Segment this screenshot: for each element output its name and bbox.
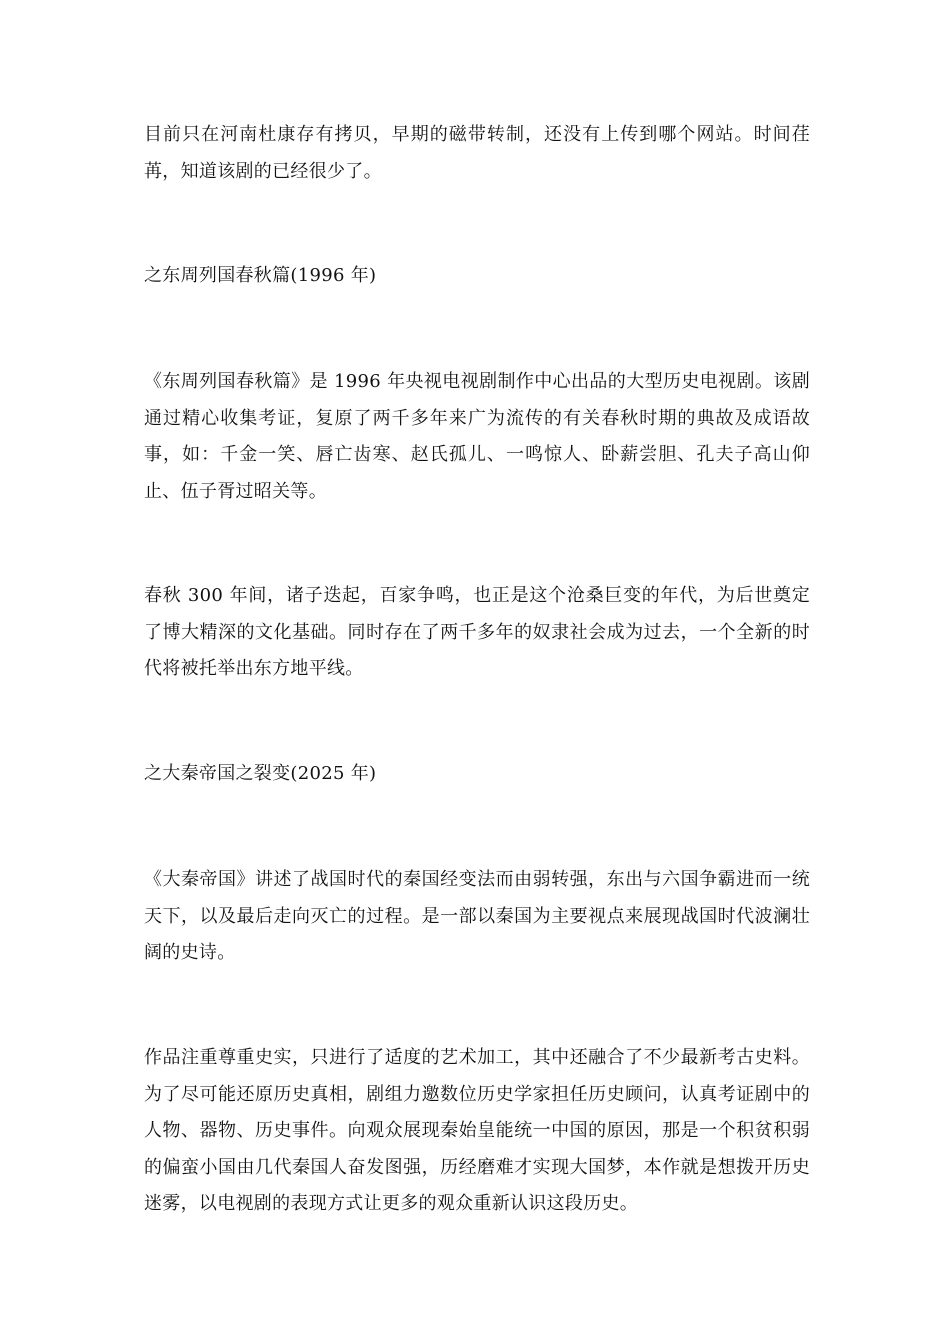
section-heading-dongzhou: 之东周列国春秋篇(1996 年) xyxy=(144,265,377,286)
section-heading-daqin: 之大秦帝国之裂变(2025 年) xyxy=(144,763,377,784)
paragraph-copy-availability: 目前只在河南杜康存有拷贝，早期的磁带转制，还没有上传到哪个网站。时间荏苒，知道该剧的已经很少了。 xyxy=(144,124,810,182)
paragraph-chunqiu-era: 春秋 300 年间，诸子迭起，百家争鸣，也正是这个沧桑巨变的年代，为后世奠定了博大精深的文化基础。同时存在了两千多年的奴隶社会成为过去，一个全新的时代将被托举出东方地平线。 xyxy=(144,585,810,679)
paragraph-daqin-history: 作品注重尊重史实，只进行了适度的艺术加工，其中还融合了不少最新考古史料。为了尽可能还原历史真相，剧组力邀数位历史学家担任历史顾问，认真考证剧中的人物、器物、历史事件。向观众展现秦始皇能统一中国的原因，那是一个积贫积弱的偏蛮小国由几代秦国人奋发图强，历经磨难才实现大国梦，本作就是想拨开历史迷雾，以电视剧的表现方式让更多的观众重新认识这段历史。 xyxy=(144,1047,810,1214)
paragraph-dongzhou-intro: 《东周列国春秋篇》是 1996 年央视电视剧制作中心出品的大型历史电视剧。该剧通过精心收集考证，复原了两千多年来广为流传的有关春秋时期的典故及成语故事，如：千金一笑、唇亡齿寒、赵氏孤儿、一鸣惊人、卧薪尝胆、孔夫子高山仰止、伍子胥过昭关等。 xyxy=(144,371,810,502)
paragraph-daqin-intro: 《大秦帝国》讲述了战国时代的秦国经变法而由弱转强，东出与六国争霸进而一统天下，以及最后走向灭亡的过程。是一部以秦国为主要视点来展现战国时代波澜壮阔的史诗。 xyxy=(144,869,810,963)
